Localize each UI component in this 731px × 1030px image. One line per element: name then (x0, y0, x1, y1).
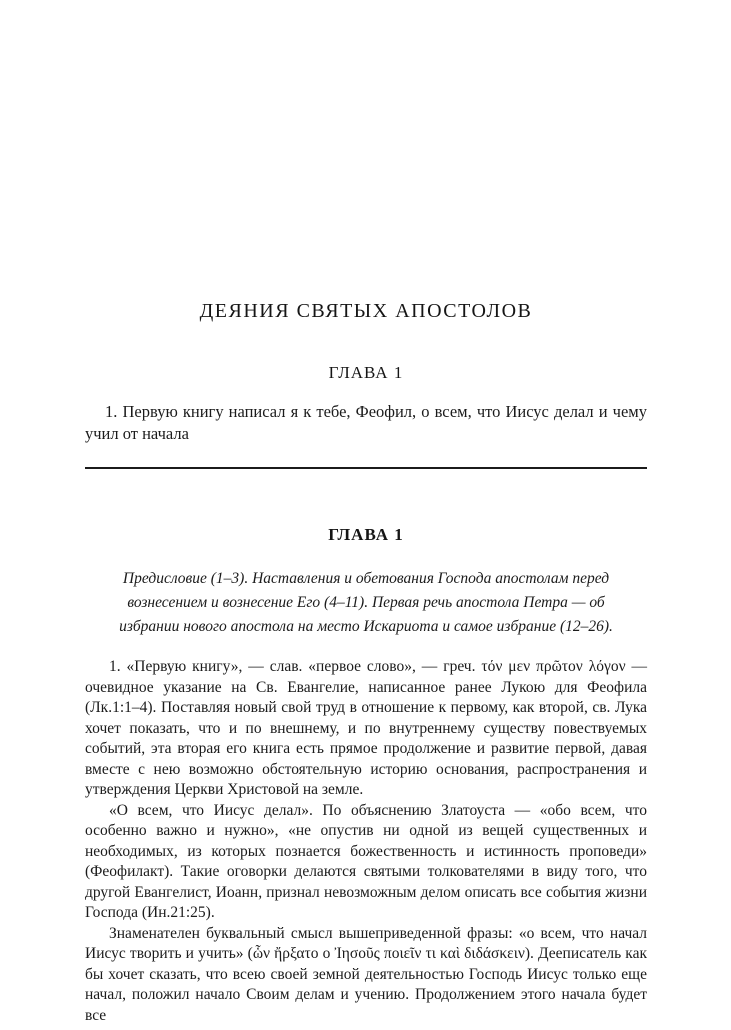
verse-text: 1. Первую книгу написал я к тебе, Феофил, о всем, что Иисус делал и чему учил от начала (85, 402, 647, 443)
commentary-body (85, 657, 647, 1026)
commentary-paragraph: Знаменателен буквальный смысл вышеприведенной фразы: «о всем, что начал Иисус творить и учить» (ὧν ἤρξατο ο Ἰησοῦς ποιεῖν τι καὶ διδάσκειν). Дееписатель как бы хочет сказать, что всею своей земной деятельностью Господь Иисус только еще начал, положил начало Своим делам и учению. Продолжением этого начала будет все (85, 924, 647, 1024)
section-divider (85, 467, 647, 469)
commentary-paragraph: 1. «Первую книгу», — слав. «первое слово», — греч. τόν μεν πρῶτον λόγον — очевидное указание на Св. Евангелие, написанное ранее Лукою для Феофила (Лк.1:1–4). Поставляя новый свой труд в отношение к первому, как второй, св. Лука хочет показать, что и по внешнему, и по внутреннему существу повествуемых событий, эта вторая его книга есть прямое продолжение и развитие первой, давая вместе с нею возможно обстоятельную историю основания, распространения и утверждения Церкви Христовой на земле. (85, 658, 647, 798)
commentary-chapter-heading: ГЛАВА 1 (328, 525, 404, 544)
chapter-summary: Предисловие (1–3). Наставления и обетования Господа апостолам перед вознесением и вознесение Его (4–11). Первая речь апостола Петра — об избрании нового апостола на место Искариота и самое избрание (12–26). (119, 570, 613, 635)
book-title: ДЕЯНИЯ СВЯТЫХ АПОСТОЛОВ (199, 300, 533, 322)
commentary-paragraph: «О всем, что Иисус делал». По объяснению Златоуста — «обо всем, что особенно важно и нужно», «не опустив ни одной из вещей существенных и необходимых, из которых познается божественность и истинность проповеди» (Феофилакт). Такие оговорки делаются святыми толкователями в виду того, что другой Евангелист, Иоанн, признал невозможным делом описать все события жизни Господа (Ин.21:25). (85, 801, 647, 921)
chapter-heading: ГЛАВА 1 (328, 363, 404, 382)
